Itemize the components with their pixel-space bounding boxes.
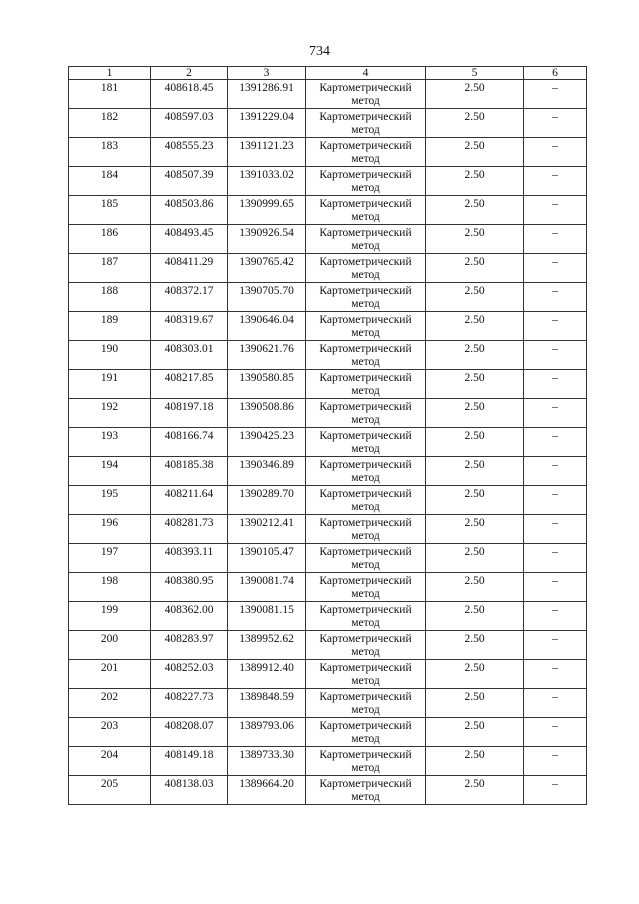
point-number-cell: 190 [69, 341, 151, 370]
point-number-cell: 200 [69, 631, 151, 660]
point-number-cell: 194 [69, 457, 151, 486]
x-coordinate-cell: 408362.00 [151, 602, 228, 631]
method-cell [306, 428, 426, 457]
accuracy-cell: 2.50 [426, 109, 524, 138]
y-coordinate-cell: 1389912.40 [228, 660, 306, 689]
table-row [69, 660, 587, 689]
point-number-cell: 183 [69, 138, 151, 167]
x-coordinate-cell: 408411.29 [151, 254, 228, 283]
y-coordinate-cell: 1391121.23 [228, 138, 306, 167]
accuracy-cell: 2.50 [426, 254, 524, 283]
table-row [69, 138, 587, 167]
method-line-2: метод [351, 472, 380, 484]
method-line-1: Картометрический [319, 343, 412, 355]
note-cell: – [524, 312, 587, 341]
table-row [69, 689, 587, 718]
method-line-1: Картометрический [319, 401, 412, 413]
accuracy-cell: 2.50 [426, 631, 524, 660]
method-cell [306, 544, 426, 573]
method-cell [306, 312, 426, 341]
method-line-2: метод [351, 791, 380, 803]
method-line-2: метод [351, 443, 380, 455]
header-col-3: 3 [228, 67, 306, 80]
point-number-cell: 205 [69, 776, 151, 805]
method-line-2: метод [351, 414, 380, 426]
method-line-2: метод [351, 182, 380, 194]
header-col-5: 5 [426, 67, 524, 80]
method-line-2: метод [351, 704, 380, 716]
note-cell: – [524, 747, 587, 776]
x-coordinate-cell: 408197.18 [151, 399, 228, 428]
accuracy-cell: 2.50 [426, 660, 524, 689]
method-cell [306, 138, 426, 167]
method-line-1: Картометрический [319, 140, 412, 152]
note-cell: – [524, 254, 587, 283]
method-cell [306, 167, 426, 196]
accuracy-cell: 2.50 [426, 283, 524, 312]
accuracy-cell: 2.50 [426, 602, 524, 631]
accuracy-cell: 2.50 [426, 341, 524, 370]
note-cell: – [524, 341, 587, 370]
note-cell: – [524, 718, 587, 747]
point-number-cell: 191 [69, 370, 151, 399]
note-cell: – [524, 689, 587, 718]
note-cell: – [524, 776, 587, 805]
note-cell: – [524, 283, 587, 312]
method-line-2: метод [351, 733, 380, 745]
method-cell [306, 225, 426, 254]
header-col-4: 4 [306, 67, 426, 80]
accuracy-cell: 2.50 [426, 457, 524, 486]
y-coordinate-cell: 1390212.41 [228, 515, 306, 544]
x-coordinate-cell: 408555.23 [151, 138, 228, 167]
y-coordinate-cell: 1390999.65 [228, 196, 306, 225]
x-coordinate-cell: 408303.01 [151, 341, 228, 370]
accuracy-cell: 2.50 [426, 370, 524, 399]
method-line-1: Картометрический [319, 372, 412, 384]
accuracy-cell: 2.50 [426, 399, 524, 428]
table-row [69, 747, 587, 776]
accuracy-cell: 2.50 [426, 747, 524, 776]
accuracy-cell: 2.50 [426, 718, 524, 747]
point-number-cell: 181 [69, 80, 151, 109]
y-coordinate-cell: 1390646.04 [228, 312, 306, 341]
method-line-2: метод [351, 95, 380, 107]
point-number-cell: 182 [69, 109, 151, 138]
point-number-cell: 192 [69, 399, 151, 428]
table-row [69, 225, 587, 254]
table-row [69, 80, 587, 109]
note-cell: – [524, 167, 587, 196]
method-cell [306, 283, 426, 312]
method-line-2: метод [351, 617, 380, 629]
table-header [69, 67, 587, 80]
x-coordinate-cell: 408149.18 [151, 747, 228, 776]
method-line-1: Картометрический [319, 82, 412, 94]
y-coordinate-cell: 1390346.89 [228, 457, 306, 486]
x-coordinate-cell: 408217.85 [151, 370, 228, 399]
method-cell [306, 486, 426, 515]
method-cell [306, 254, 426, 283]
method-line-1: Картометрический [319, 169, 412, 181]
method-line-1: Картометрический [319, 256, 412, 268]
table-row [69, 254, 587, 283]
x-coordinate-cell: 408618.45 [151, 80, 228, 109]
method-cell [306, 370, 426, 399]
note-cell: – [524, 457, 587, 486]
point-number-cell: 187 [69, 254, 151, 283]
x-coordinate-cell: 408208.07 [151, 718, 228, 747]
method-cell [306, 573, 426, 602]
point-number-cell: 202 [69, 689, 151, 718]
coordinates-table [68, 66, 587, 805]
y-coordinate-cell: 1390621.76 [228, 341, 306, 370]
y-coordinate-cell: 1390081.15 [228, 602, 306, 631]
accuracy-cell: 2.50 [426, 544, 524, 573]
note-cell: – [524, 399, 587, 428]
method-line-2: метод [351, 385, 380, 397]
method-line-1: Картометрический [319, 459, 412, 471]
point-number-cell: 196 [69, 515, 151, 544]
point-number-cell: 201 [69, 660, 151, 689]
table-row [69, 399, 587, 428]
method-line-1: Картометрический [319, 662, 412, 674]
x-coordinate-cell: 408138.03 [151, 776, 228, 805]
header-col-2: 2 [151, 67, 228, 80]
y-coordinate-cell: 1390580.85 [228, 370, 306, 399]
accuracy-cell: 2.50 [426, 486, 524, 515]
accuracy-cell: 2.50 [426, 515, 524, 544]
method-line-2: метод [351, 327, 380, 339]
point-number-cell: 199 [69, 602, 151, 631]
table-row [69, 167, 587, 196]
note-cell: – [524, 109, 587, 138]
method-cell [306, 631, 426, 660]
point-number-cell: 184 [69, 167, 151, 196]
y-coordinate-cell: 1389952.62 [228, 631, 306, 660]
table-row [69, 718, 587, 747]
method-line-2: метод [351, 559, 380, 571]
point-number-cell: 197 [69, 544, 151, 573]
note-cell: – [524, 196, 587, 225]
y-coordinate-cell: 1390765.42 [228, 254, 306, 283]
table-row [69, 776, 587, 805]
accuracy-cell: 2.50 [426, 573, 524, 602]
x-coordinate-cell: 408283.97 [151, 631, 228, 660]
note-cell: – [524, 660, 587, 689]
method-line-1: Картометрический [319, 604, 412, 616]
method-line-2: метод [351, 153, 380, 165]
note-cell: – [524, 631, 587, 660]
method-cell [306, 457, 426, 486]
method-line-1: Картометрический [319, 575, 412, 587]
method-line-1: Картометрический [319, 430, 412, 442]
method-line-2: метод [351, 646, 380, 658]
y-coordinate-cell: 1390705.70 [228, 283, 306, 312]
method-line-1: Картометрический [319, 314, 412, 326]
method-cell [306, 689, 426, 718]
table-body [69, 80, 587, 805]
method-line-2: метод [351, 298, 380, 310]
method-line-2: метод [351, 588, 380, 600]
method-line-2: метод [351, 501, 380, 513]
y-coordinate-cell: 1390105.47 [228, 544, 306, 573]
table-row [69, 370, 587, 399]
table-row [69, 283, 587, 312]
accuracy-cell: 2.50 [426, 80, 524, 109]
method-line-2: метод [351, 530, 380, 542]
x-coordinate-cell: 408380.95 [151, 573, 228, 602]
y-coordinate-cell: 1390425.23 [228, 428, 306, 457]
table-row [69, 109, 587, 138]
note-cell: – [524, 138, 587, 167]
point-number-cell: 189 [69, 312, 151, 341]
method-line-2: метод [351, 240, 380, 252]
note-cell: – [524, 80, 587, 109]
y-coordinate-cell: 1389664.20 [228, 776, 306, 805]
note-cell: – [524, 370, 587, 399]
method-cell [306, 109, 426, 138]
table-row [69, 312, 587, 341]
page-number: 734 [309, 44, 330, 59]
note-cell: – [524, 544, 587, 573]
point-number-cell: 198 [69, 573, 151, 602]
y-coordinate-cell: 1391229.04 [228, 109, 306, 138]
point-number-cell: 186 [69, 225, 151, 254]
y-coordinate-cell: 1390289.70 [228, 486, 306, 515]
method-line-1: Картометрический [319, 720, 412, 732]
method-line-2: метод [351, 269, 380, 281]
y-coordinate-cell: 1389733.30 [228, 747, 306, 776]
y-coordinate-cell: 1391033.02 [228, 167, 306, 196]
table-row [69, 515, 587, 544]
accuracy-cell: 2.50 [426, 225, 524, 254]
x-coordinate-cell: 408372.17 [151, 283, 228, 312]
header-col-1: 1 [69, 67, 151, 80]
method-line-2: метод [351, 762, 380, 774]
x-coordinate-cell: 408393.11 [151, 544, 228, 573]
method-line-1: Картометрический [319, 111, 412, 123]
header-col-6: 6 [524, 67, 587, 80]
table-row [69, 602, 587, 631]
x-coordinate-cell: 408319.67 [151, 312, 228, 341]
note-cell: – [524, 225, 587, 254]
accuracy-cell: 2.50 [426, 167, 524, 196]
table-row [69, 544, 587, 573]
x-coordinate-cell: 408597.03 [151, 109, 228, 138]
table-row [69, 573, 587, 602]
point-number-cell: 195 [69, 486, 151, 515]
y-coordinate-cell: 1391286.91 [228, 80, 306, 109]
method-line-1: Картометрический [319, 691, 412, 703]
method-line-1: Картометрический [319, 488, 412, 500]
method-cell [306, 747, 426, 776]
table-row [69, 486, 587, 515]
method-line-2: метод [351, 675, 380, 687]
method-cell [306, 602, 426, 631]
method-cell [306, 718, 426, 747]
method-line-2: метод [351, 356, 380, 368]
accuracy-cell: 2.50 [426, 428, 524, 457]
note-cell: – [524, 486, 587, 515]
note-cell: – [524, 573, 587, 602]
method-line-1: Картометрический [319, 227, 412, 239]
point-number-cell: 204 [69, 747, 151, 776]
method-cell [306, 399, 426, 428]
note-cell: – [524, 428, 587, 457]
method-line-2: метод [351, 124, 380, 136]
table-row [69, 341, 587, 370]
x-coordinate-cell: 408503.86 [151, 196, 228, 225]
accuracy-cell: 2.50 [426, 138, 524, 167]
x-coordinate-cell: 408281.73 [151, 515, 228, 544]
point-number-cell: 188 [69, 283, 151, 312]
point-number-cell: 193 [69, 428, 151, 457]
method-cell [306, 776, 426, 805]
y-coordinate-cell: 1389793.06 [228, 718, 306, 747]
y-coordinate-cell: 1390081.74 [228, 573, 306, 602]
x-coordinate-cell: 408507.39 [151, 167, 228, 196]
method-cell [306, 341, 426, 370]
accuracy-cell: 2.50 [426, 312, 524, 341]
table-row [69, 457, 587, 486]
method-line-1: Картометрический [319, 778, 412, 790]
accuracy-cell: 2.50 [426, 689, 524, 718]
accuracy-cell: 2.50 [426, 196, 524, 225]
x-coordinate-cell: 408185.38 [151, 457, 228, 486]
header-row [69, 67, 587, 80]
method-line-1: Картометрический [319, 633, 412, 645]
method-line-1: Картометрический [319, 517, 412, 529]
table-row [69, 631, 587, 660]
method-line-1: Картометрический [319, 749, 412, 761]
note-cell: – [524, 602, 587, 631]
x-coordinate-cell: 408166.74 [151, 428, 228, 457]
y-coordinate-cell: 1390508.86 [228, 399, 306, 428]
table-row [69, 196, 587, 225]
method-cell [306, 660, 426, 689]
accuracy-cell: 2.50 [426, 776, 524, 805]
method-line-1: Картометрический [319, 285, 412, 297]
y-coordinate-cell: 1389848.59 [228, 689, 306, 718]
point-number-cell: 185 [69, 196, 151, 225]
point-number-cell: 203 [69, 718, 151, 747]
y-coordinate-cell: 1390926.54 [228, 225, 306, 254]
note-cell: – [524, 515, 587, 544]
x-coordinate-cell: 408211.64 [151, 486, 228, 515]
x-coordinate-cell: 408493.45 [151, 225, 228, 254]
x-coordinate-cell: 408252.03 [151, 660, 228, 689]
method-cell [306, 196, 426, 225]
method-line-1: Картометрический [319, 198, 412, 210]
method-line-2: метод [351, 211, 380, 223]
method-cell [306, 515, 426, 544]
table-row [69, 428, 587, 457]
x-coordinate-cell: 408227.73 [151, 689, 228, 718]
method-cell [306, 80, 426, 109]
method-line-1: Картометрический [319, 546, 412, 558]
